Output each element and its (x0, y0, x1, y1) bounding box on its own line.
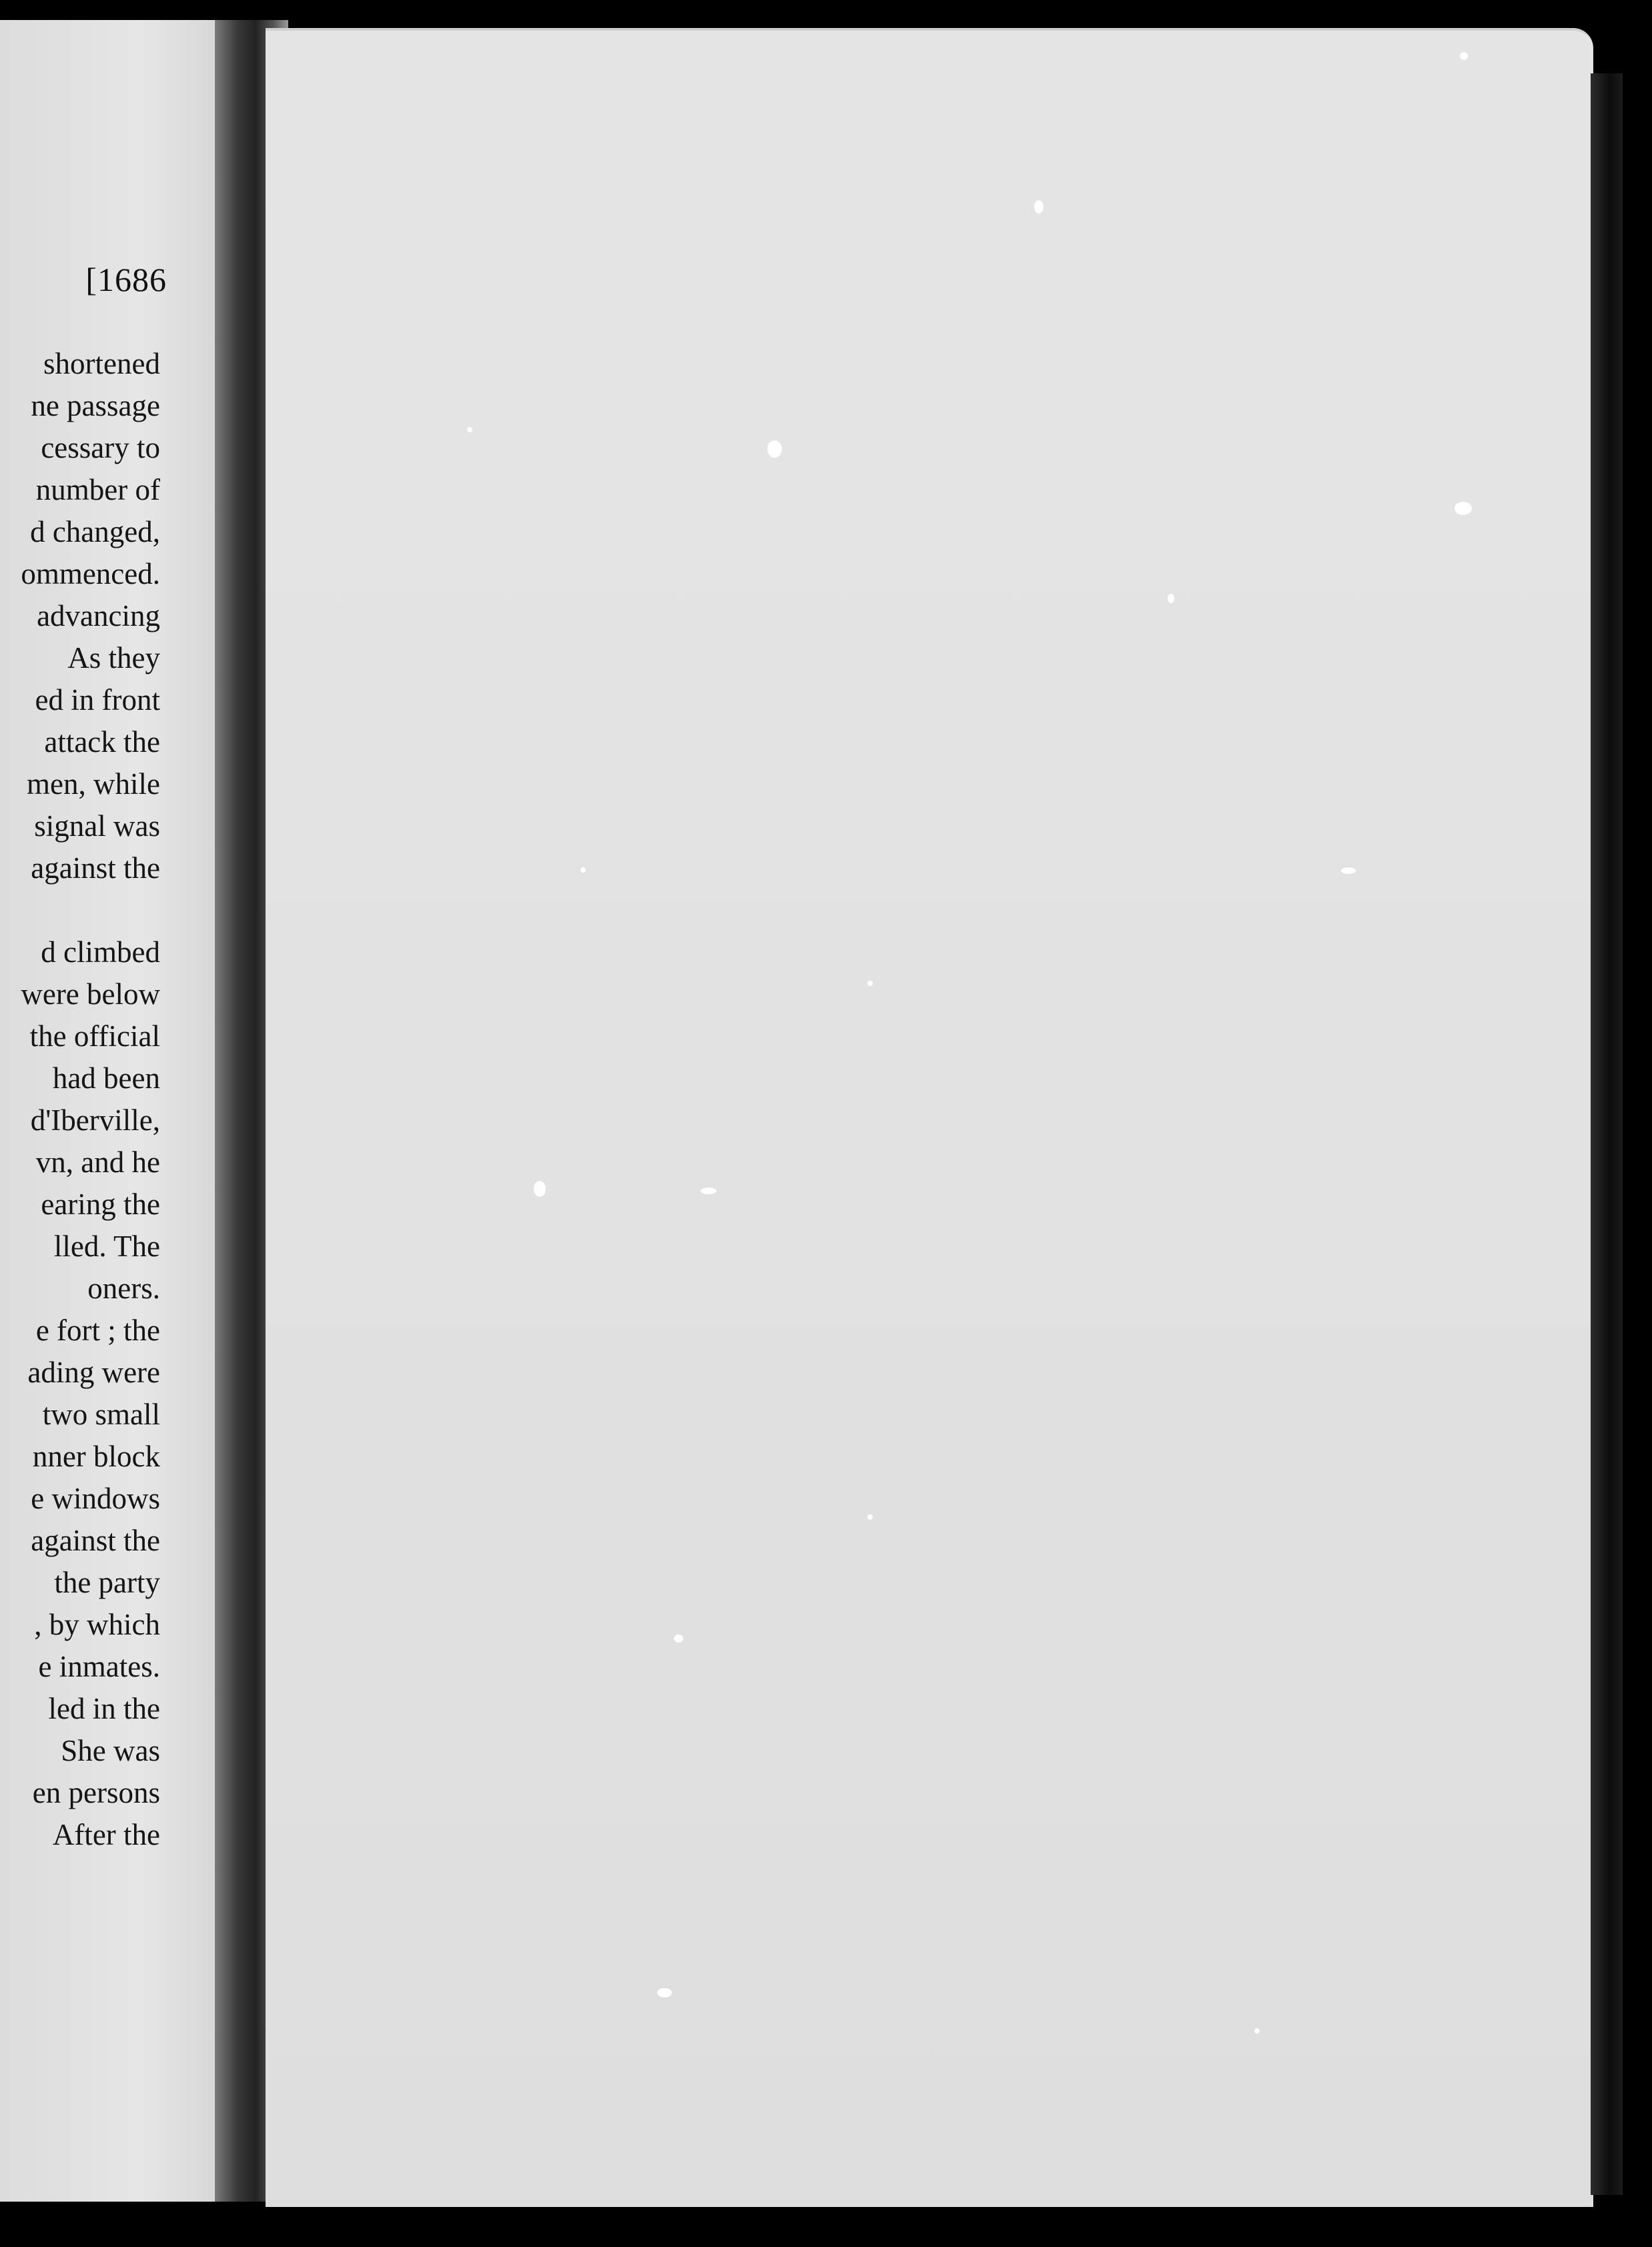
text-line: lled. The (53, 1230, 160, 1263)
text-line: d'Iberville, (30, 1103, 160, 1137)
text-line: She was (61, 1734, 160, 1767)
text-line: against the (31, 1524, 160, 1557)
text-line: d climbed (41, 935, 160, 969)
text-line: As they (67, 641, 160, 675)
text-line: the party (54, 1566, 160, 1599)
dust-speck (657, 1988, 672, 1997)
text-line: men, while (27, 767, 160, 801)
dust-speck (1254, 2028, 1260, 2034)
text-line: number of (35, 473, 160, 506)
text-line: oners. (87, 1272, 160, 1305)
body-text (0, 343, 160, 1856)
text-line: were below (21, 977, 160, 1011)
text-line: ommenced. (21, 557, 160, 590)
text-line: After the (52, 1818, 160, 1851)
dust-speck (1034, 200, 1044, 213)
text-line: ne passage (31, 389, 160, 422)
running-header: [1686 (85, 261, 167, 298)
dust-speck (1341, 867, 1356, 874)
text-line: cessary to (41, 431, 160, 464)
text-line: had been (52, 1061, 160, 1095)
dust-speck (674, 1635, 683, 1643)
text-line (0, 889, 160, 931)
text-line: ading were (27, 1356, 160, 1389)
text-line: the official (29, 1019, 160, 1053)
text-line: ed in front (35, 683, 160, 717)
dust-speck (467, 427, 472, 432)
text-line: e fort ; the (35, 1314, 160, 1347)
dust-speck (867, 1514, 873, 1520)
right-page-blank (266, 28, 1593, 2207)
text-line: d changed, (30, 515, 160, 548)
dust-speck (1455, 502, 1472, 515)
text-line: en persons (32, 1776, 160, 1809)
text-line: nner block (32, 1440, 160, 1473)
dust-speck (1460, 52, 1468, 60)
text-line: earing the (41, 1188, 160, 1221)
dust-speck (580, 867, 586, 873)
text-line: attack the (44, 725, 160, 759)
text-line: led in the (48, 1692, 160, 1725)
text-line: vn, and he (35, 1146, 160, 1179)
text-line: signal was (34, 809, 160, 843)
dust-speck (867, 981, 873, 986)
page-edge-shadow (1591, 73, 1623, 2195)
dust-speck (767, 440, 782, 458)
text-line: two small (42, 1398, 160, 1431)
text-line: , by which (34, 1608, 160, 1641)
dust-speck (1168, 594, 1174, 603)
left-page (0, 20, 234, 2202)
dust-speck (701, 1188, 717, 1194)
text-line: e inmates. (38, 1650, 160, 1683)
text-line: against the (31, 851, 160, 885)
text-line: e windows (31, 1482, 160, 1515)
text-line: shortened (43, 347, 160, 380)
dust-speck (534, 1181, 546, 1197)
text-line: advancing (37, 599, 160, 632)
